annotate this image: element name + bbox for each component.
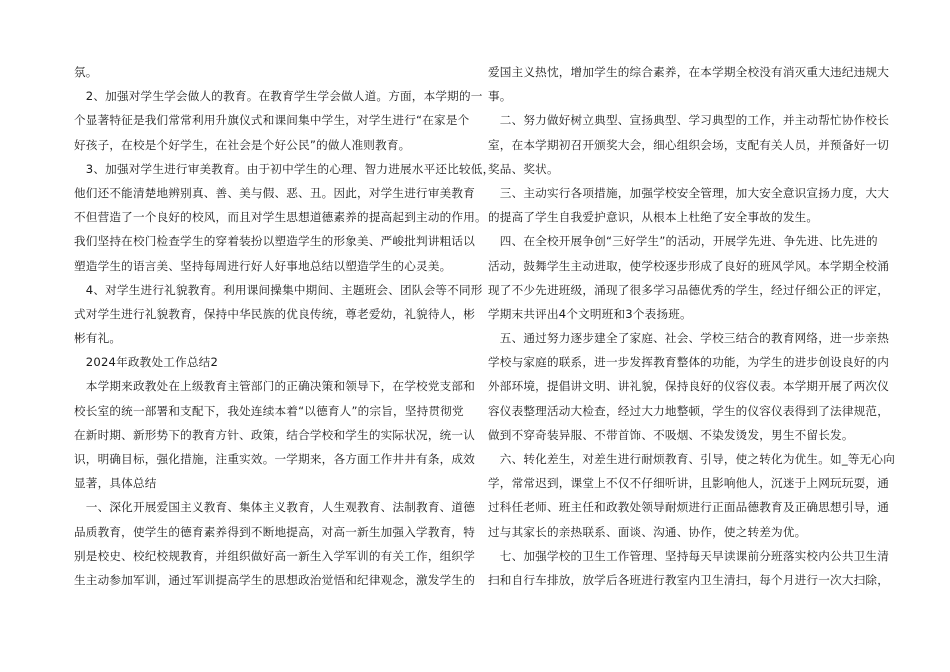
text-line: 室，在本学期初召开颁奖大会，细心组织会场，支配有关人员，并预备好一切 (488, 137, 889, 152)
text-line: 识，明确目标，强化措施，注重实效。一学期来，各方面工作井井有条，成效 (74, 452, 475, 466)
text-line: 扫和自行车排放，放学后各班进行教室内卫生清扫，每个月进行一次大扫除， (488, 572, 889, 587)
text-line: 显著，具体总结 (74, 476, 157, 491)
text-line: 四、在全校开展争创“三好学生”的活动，开展学先进、争先进、比先进的 (488, 234, 878, 249)
text-line: 三、主动实行各项措施，加强学校安全管理，加大安全意识宣扬力度，大大 (488, 185, 889, 200)
left-text-column (74, 60, 495, 592)
text-line: 活动，鼓舞学生主动进取，使学校逐步形成了良好的班风学风。本学期全校涌 (488, 258, 889, 273)
text-line: 学，常常迟到，课堂上不仅不仔细听讲，且影响他人，沉迷于上网玩玩耍，通 (488, 476, 889, 491)
text-line: 校长室的统一部署和支配下，我处连续本着“以德育人”的宗旨，坚持贯彻党 (74, 403, 464, 418)
text-line: 一、深化开展爱国主义教育、集体主义教育，人生观教育、法制教育、道德 (74, 500, 475, 515)
text-line: 在新时期、新形势下的教育方针、政策，结合学校和学生的实际状况，统一认 (74, 427, 475, 442)
text-line: 七、加强学校的卫生工作管理、坚持每天早读课前分班落实校内公共卫生清 (488, 548, 889, 563)
text-line: 3、加强对学生进行审美教育。由于初中学生的心理、智力进展水平还比较低， (74, 161, 495, 176)
text-line: 2024年政教处工作总结2 (74, 355, 219, 370)
text-line: 事。 (488, 89, 512, 104)
text-line: 他们还不能清楚地辨别真、善、美与假、恶、丑。因此，对学生进行审美教育 (74, 185, 475, 200)
text-line: 不但营造了一个良好的校风，而且对学生思想道德素养的提高起到主动的作用。 (74, 210, 487, 225)
text-line: 六、转化差生，对差生进行耐烦教育、引导，使之转化为优生。如_等无心向 (488, 452, 895, 466)
text-line: 奖品、奖状。 (488, 161, 559, 176)
text-line: 五、通过努力逐步建全了家庭、社会、学校三结合的教育网络，进一步亲热 (488, 331, 889, 346)
text-line: 氛。 (74, 65, 98, 79)
text-line: 做到不穿奇装异服、不带首饰、不吸烟、不染发烫发，男生不留长发。 (488, 427, 854, 442)
text-line: 别是校史、校纪校规教育，并组织做好高一新生入学军训的有关工作，组织学 (74, 548, 475, 563)
text-line: 品质教育，使学生的德育素养得到不断地提高，对高一新生加强入学教育，特 (74, 524, 475, 539)
text-line: 4、对学生进行礼貌教育。利用课间操集中期间、主题班会、团队会等不同形 (74, 282, 483, 297)
text-line: 容仪表整理活动大检查，经过大力地整顿，学生的仪容仪表得到了法律规范， (488, 403, 889, 418)
text-line: 好孩子，在校是个好学生，在社会是个好公民”的做人准则教育。 (74, 137, 411, 152)
text-line: 我们坚持在校门检查学生的穿着装扮以塑造学生的形象美、严峻批判讲粗话以 (74, 234, 475, 249)
text-line: 现了不少先进班级，涌现了很多学习品德优秀的学生，经过仔细公正的评定， (488, 282, 889, 297)
text-line: 本学期来政教处在上级教育主管部门的正确决策和领导下，在学校党支部和 (74, 379, 475, 394)
text-line: 学期末共评出4个文明班和3个表扬班。 (488, 306, 692, 321)
text-line: 个显著特征是我们常常利用升旗仪式和课间集中学生，对学生进行“在家是个 (74, 113, 470, 128)
text-line: 学校与家庭的联系，进一步发挥教育整体的功能，为学生的进步创设良好的内 (488, 355, 889, 370)
text-line: 过与其家长的亲热联系、面谈、沟通、协作，使之转差为优。 (488, 524, 807, 539)
text-line: 彬有礼。 (74, 331, 122, 346)
text-line: 的提高了学生自我爱护意识，从根本上杜绝了安全事故的发生。 (488, 210, 819, 225)
text-line: 塑造学生的语言美、坚持每周进行好人好事地总结以塑造学生的心灵美。 (74, 258, 452, 273)
text-line: 式对学生进行礼貌教育，保持中华民族的优良传统，尊老爱幼，礼貌待人，彬 (74, 306, 475, 321)
text-line: 生主动参加军训，通过军训提高学生的思想政治觉悟和纪律观念，激发学生的 (74, 572, 475, 587)
right-text-column (488, 60, 895, 592)
text-line: 过科任老师、班主任和政教处领导耐烦进行正面品德教育及正确思想引导，通 (488, 500, 889, 515)
text-line: 爱国主义热忱，增加学生的综合素养，在本学期全校没有消灭重大违纪违规大 (488, 65, 889, 79)
text-line: 外部环境，提倡讲文明、讲礼貌，保持良好的仪容仪表。本学期开展了两次仪 (488, 379, 889, 394)
text-line: 二、努力做好树立典型、宣扬典型、学习典型的工作，并主动帮忙协作校长 (488, 113, 889, 128)
text-line: 2、加强对学生学会做人的教育。在教育学生学会做人道。方面，本学期的一 (74, 89, 483, 104)
